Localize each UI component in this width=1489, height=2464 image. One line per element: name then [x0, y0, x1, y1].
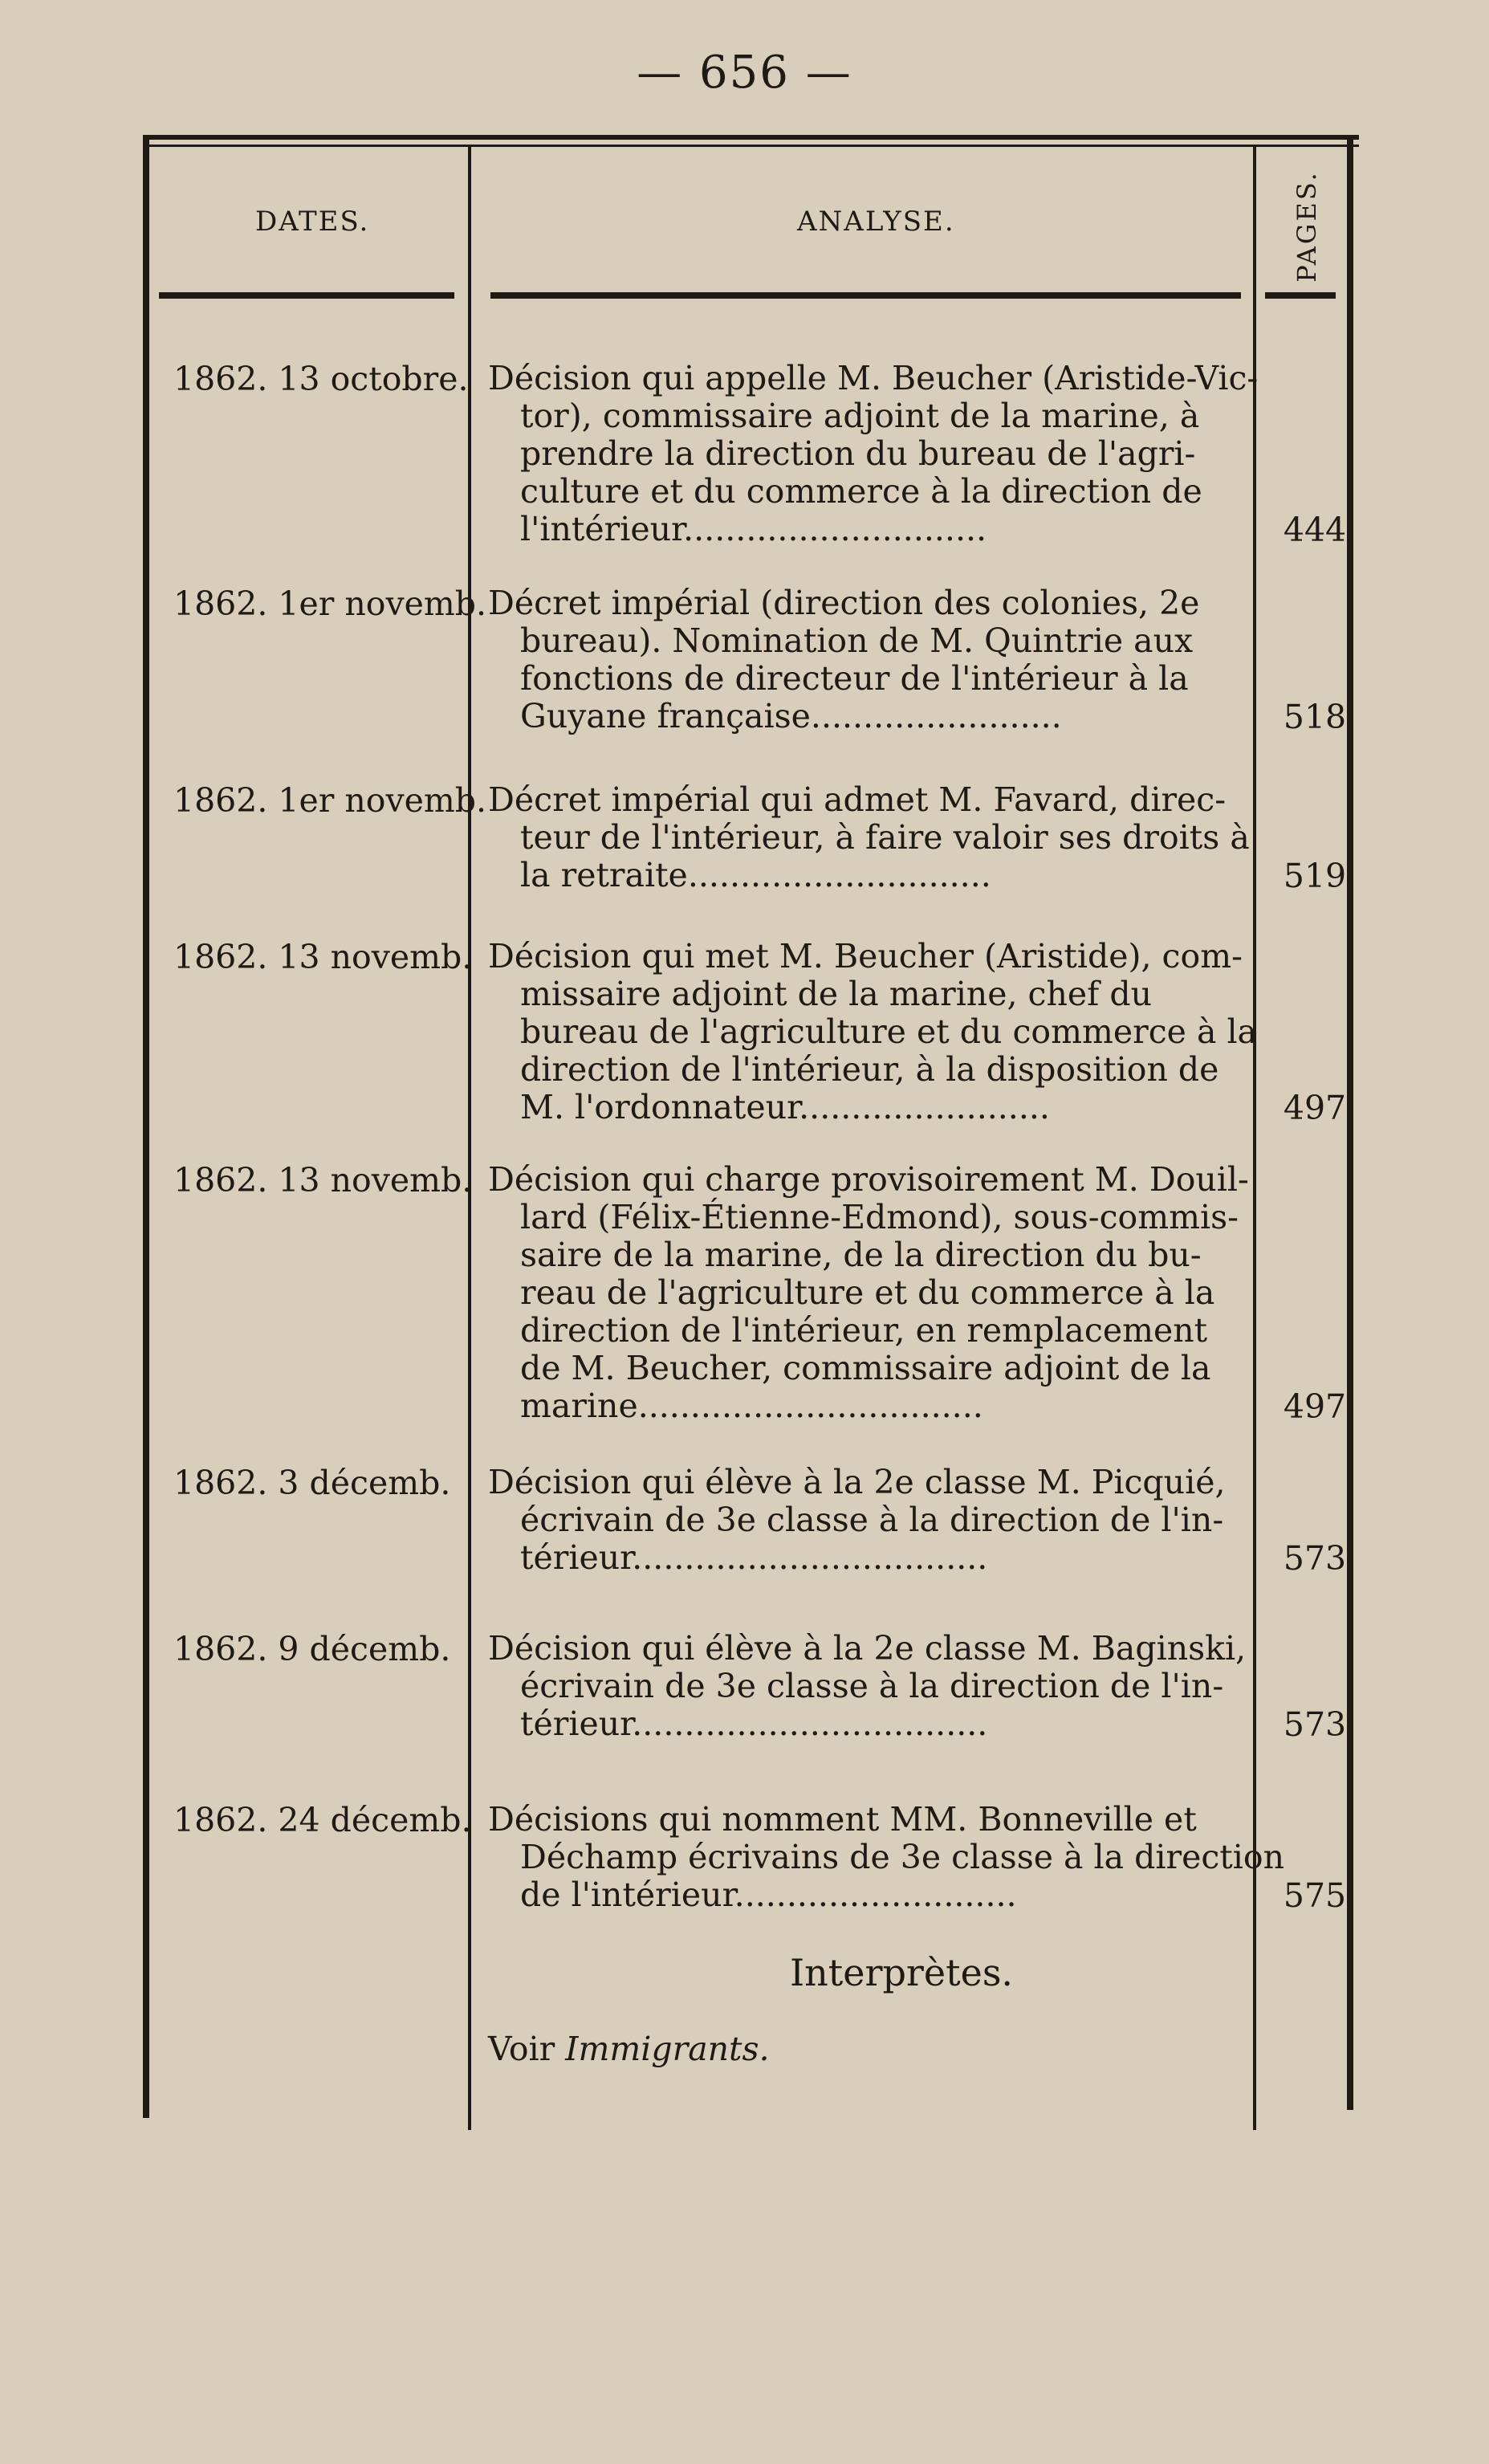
entry-analysis — [488, 360, 1379, 548]
analysis-line: bureau de l'agriculture et du commerce à la — [520, 1012, 1257, 1051]
analysis-line: missaire adjoint de la marine, chef du — [520, 975, 1153, 1013]
analysis-line: tor), commissaire adjoint de la marine, à — [520, 397, 1200, 435]
entry-page: 497 — [1283, 1089, 1347, 1127]
analysis-line: térieur.................................. — [520, 1704, 988, 1743]
entry-analysis — [488, 584, 1379, 735]
analysis-line: Décision qui charge provisoirement M. Douil- — [488, 1160, 1249, 1199]
analysis-line: de l'intérieur........................... — [520, 1875, 1017, 1914]
pages-header-rule — [1265, 292, 1336, 299]
dates-header-rule — [159, 292, 454, 299]
analysis-line: fonctions de directeur de l'intérieur à la — [520, 659, 1189, 698]
top-rule-thin — [143, 145, 1359, 147]
dates-header: DATES. — [255, 206, 370, 238]
analysis-line: Décision qui met M. Beucher (Aristide), com- — [488, 937, 1243, 975]
cross-reference-target: Immigrants. — [565, 2030, 770, 2068]
analysis-header-rule — [490, 292, 1241, 299]
analysis-line: l'intérieur............................. — [520, 510, 987, 548]
entry-analysis — [488, 1464, 1379, 1577]
entry-page: 575 — [1283, 1876, 1347, 1915]
section-title: Interprètes. — [789, 1951, 1014, 1994]
entry-page: 519 — [1283, 857, 1347, 895]
analysis-line: culture et du commerce à la direction de — [520, 472, 1202, 511]
entry-date: 1862. 13 novemb. — [173, 938, 473, 976]
analysis-line: lard (Félix-Étienne-Edmond), sous-commis- — [520, 1198, 1239, 1236]
analysis-line: bureau). Nomination de M. Quintrie aux — [520, 621, 1194, 660]
analysis-line: Décision qui appelle M. Beucher (Aristide-Vic- — [488, 359, 1259, 397]
entry-date: 1862. 1er novemb. — [173, 584, 487, 623]
entry-date: 1862. 13 novemb. — [173, 1161, 473, 1199]
entry-page: 497 — [1283, 1387, 1347, 1426]
analysis-line: saire de la marine, de la direction du bu- — [520, 1236, 1202, 1274]
analysis-line: Déchamp écrivains de 3e classe à la direction — [520, 1838, 1284, 1876]
left-border — [143, 135, 149, 2118]
analysis-line: Décision qui élève à la 2e classe M. Picquié, — [488, 1463, 1226, 1501]
entry-date: 1862. 1er novemb. — [173, 781, 487, 820]
analysis-line: de M. Beucher, commissaire adjoint de la — [520, 1349, 1211, 1387]
entry-analysis — [488, 1801, 1379, 1914]
analysis-line: reau de l'agriculture et du commerce à la — [520, 1273, 1215, 1312]
page-number: — 656 — — [637, 47, 852, 99]
cross-reference — [488, 2030, 770, 2068]
top-rule — [143, 135, 1359, 140]
entry-analysis — [488, 781, 1379, 894]
entry-page: 573 — [1283, 1705, 1347, 1744]
analysis-line: marine................................. — [520, 1387, 983, 1425]
index-table — [143, 135, 1359, 2126]
cross-reference-prefix: Voir — [488, 2030, 566, 2068]
analysis-line: direction de l'intérieur, en remplacement — [520, 1311, 1208, 1350]
analysis-line: Décret impérial qui admet M. Favard, direc- — [488, 780, 1227, 819]
pages-header: PAGES. — [1292, 170, 1322, 283]
analysis-line: direction de l'intérieur, à la disposition de — [520, 1050, 1219, 1089]
analysis-line: écrivain de 3e classe à la direction de l'in- — [520, 1501, 1224, 1539]
analysis-line: teur de l'intérieur, à faire valoir ses droits à — [520, 818, 1250, 857]
entry-analysis — [488, 1161, 1379, 1425]
analysis-line: écrivain de 3e classe à la direction de l'in- — [520, 1667, 1224, 1705]
entry-page: 573 — [1283, 1539, 1347, 1578]
analysis-line: Décision qui élève à la 2e classe M. Baginski, — [488, 1629, 1247, 1668]
entry-date: 1862. 3 décemb. — [173, 1464, 451, 1502]
analysis-line: Décret impérial (direction des colonies, 2e — [488, 584, 1200, 622]
entry-analysis — [488, 938, 1379, 1126]
analysis-line: Décisions qui nomment MM. Bonneville et — [488, 1800, 1197, 1839]
entry-date: 1862. 13 octobre. — [173, 360, 469, 398]
analysis-line: Guyane française........................ — [520, 697, 1062, 735]
entry-page: 518 — [1283, 698, 1347, 736]
entry-date: 1862. 24 décemb. — [173, 1801, 472, 1839]
analysis-line: M. l'ordonnateur........................ — [520, 1088, 1050, 1126]
analysis-line: prendre la direction du bureau de l'agri- — [520, 434, 1196, 473]
analysis-header: ANALYSE. — [797, 206, 955, 238]
entry-page: 444 — [1283, 511, 1347, 549]
analysis-line: la retraite............................. — [520, 856, 991, 894]
entry-date: 1862. 9 décemb. — [173, 1630, 451, 1668]
entry-analysis — [488, 1630, 1379, 1743]
analysis-line: térieur.................................. — [520, 1538, 988, 1577]
